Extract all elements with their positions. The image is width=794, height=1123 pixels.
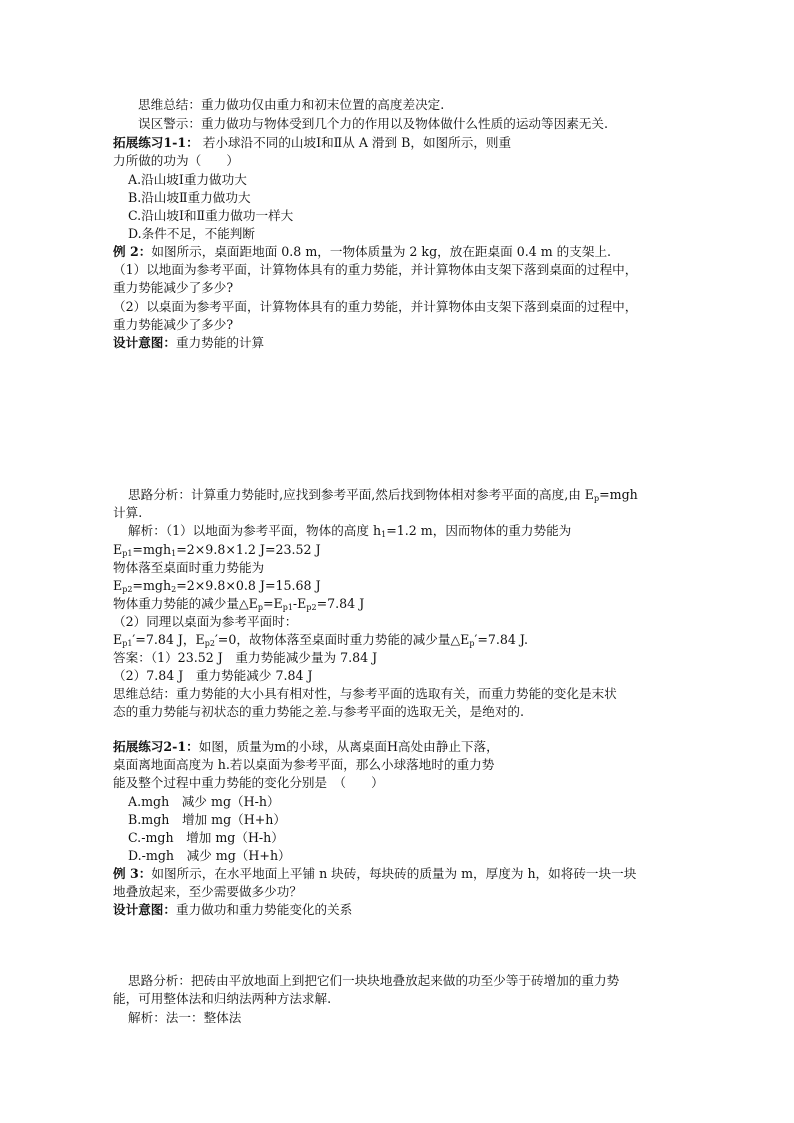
example-2-summary-line-1: 思维总结：重力势能的大小具有相对性，与参考平面的选取有关，而重力势能的变化是末状 xyxy=(113,686,617,701)
exercise-1-1-question-line-1: 拓展练习1-1： 若小球沿不同的山坡Ⅰ和Ⅱ从 A 滑到 B，如图所示，则重 xyxy=(113,135,512,150)
design-intent-label: 设计意图： xyxy=(113,335,176,350)
example-2-equation-3: 物体重力势能的减少量$\triangle E_p=E_{p1}-E_{p2}=7.84$ J xyxy=(113,596,365,612)
example-2-equation-1: $E_{p1}=mgh_1=2\times 9.8\times 1.2$ J=23.52 J xyxy=(113,542,321,558)
misconception-warning: 误区警示：重力做功与物体受到几个力的作用以及物体做什么性质的运动等因素无关. xyxy=(138,116,608,131)
example-2-equation-4: $E_{p1}'=7.84$ J，$E_{p2}'=0$，故物体落至桌面时重力势能的减少量$\triangle E_p'=7.84$ J. xyxy=(113,632,528,648)
exercise-2-1-question-line-1: 拓展练习2-1：如图，质量为m的小球，从离桌面H高处由静止下落， xyxy=(113,739,499,754)
example-2-answer-line-1: 答案：（1）23.52 J 重力势能减少量为 7.84 J xyxy=(113,650,378,665)
example-2-part-1-line-2: 重力势能减少了多少? xyxy=(113,280,234,295)
exercise-2-1-option-d: D.-mgh 减少 mg（H+h） xyxy=(128,848,291,863)
example-3-solution-line-1: 解析：法一：整体法 xyxy=(128,1010,242,1025)
example-3-question-line-2: 地叠放起来，至少需要做多少功？ xyxy=(113,884,302,899)
example-2-part-2-line-2: 重力势能减少了多少? xyxy=(113,317,234,332)
thinking-summary-1: 思维总结：重力做功仅由重力和初末位置的高度差决定. xyxy=(138,97,445,112)
example-3-question-line-1: 例 3：如图所示，在水平地面上平铺 n 块砖，每块砖的质量为 m，厚度为 h，如将砖一块一块 xyxy=(113,866,637,881)
exercise-1-1-question-line-2: 力所做的功为（ ） xyxy=(113,153,239,168)
example-2-part-1-line-1: （1）以地面为参考平面，计算物体具有的重力势能，并计算物体由支架下落到桌面的过程中， xyxy=(113,262,638,277)
exercise-1-1-option-a: A.沿山坡Ⅰ重力做功大 xyxy=(128,172,247,187)
example-2-summary-line-2: 态的重力势能与初状态的重力势能之差.与参考平面的选取无关，是绝对的. xyxy=(113,704,525,719)
example-2-part-2-line-1: （2）以桌面为参考平面，计算物体具有的重力势能，并计算物体由支架下落到桌面的过程中， xyxy=(113,299,638,314)
example-2-label: 例 2： xyxy=(113,244,152,259)
example-3-design-intent: 设计意图：重力做功和重力势能变化的关系 xyxy=(113,902,353,917)
example-2-solution-line-1: 解析：（1）以地面为参考平面，物体的高度 $h_1=1.2$ m，因而物体的重力势能为 xyxy=(128,523,572,539)
example-2-equation-2: $E_{p2}=mgh_2=2\times 9.8\times 0.8$ J=15.68 J xyxy=(113,578,321,594)
exercise-1-1-label: 拓展练习1-1： xyxy=(113,135,199,150)
exercise-1-1-option-b: B.沿山坡Ⅱ重力做功大 xyxy=(128,190,251,205)
exercise-2-1-option-b: B.mgh 增加 mg（H+h） xyxy=(128,812,286,827)
example-2-answer-line-2: （2）7.84 J 重力势能减少 7.84 J xyxy=(113,668,313,683)
exercise-2-1-question-line-3: 能及整个过程中重力势能的变化分别是 （ ） xyxy=(113,775,384,790)
exercise-1-1-option-c: C.沿山坡Ⅰ和Ⅱ重力做功一样大 xyxy=(128,208,294,223)
example-2-solution-line-2: 物体落至桌面时重力势能为 xyxy=(113,560,265,575)
exercise-2-1-question-line-2: 桌面离地面高度为 h.若以桌面为参考平面，那么小球落地时的重力势 xyxy=(113,757,495,772)
exercise-2-1-option-a: A.mgh 减少 mg（H-h） xyxy=(128,794,280,809)
example-3-analysis-line-2: 能，可用整体法和归纳法两种方法求解. xyxy=(113,991,332,1006)
exercise-1-1-option-d: D.条件不足，不能判断 xyxy=(128,226,255,241)
example-2-analysis-line-2: 计算. xyxy=(113,505,143,520)
exercise-2-1-option-c: C.-mgh 增加 mg（H-h） xyxy=(128,830,284,845)
example-2-analysis-line-1: 思路分析：计算重力势能时,应找到参考平面,然后找到物体相对参考平面的高度,由 $E_p=mgh$ xyxy=(128,487,638,503)
example-3-label: 例 3： xyxy=(113,866,152,881)
exercise-2-1-label: 拓展练习2-1： xyxy=(113,739,199,754)
example-2-design-intent: 设计意图：重力势能的计算 xyxy=(113,335,265,350)
design-intent-label: 设计意图： xyxy=(113,902,176,917)
example-3-analysis-line-1: 思路分析：把砖由平放地面上到把它们一块块地叠放起来做的功至少等于砖增加的重力势 xyxy=(128,973,620,988)
example-2-solution-line-3: （2）同理以桌面为参考平面时： xyxy=(113,614,298,629)
example-2-question: 例 2：如图所示，桌面距地面 0.8 m，一物体质量为 2 kg，放在距桌面 0.4 m 的支架上. xyxy=(113,244,612,259)
